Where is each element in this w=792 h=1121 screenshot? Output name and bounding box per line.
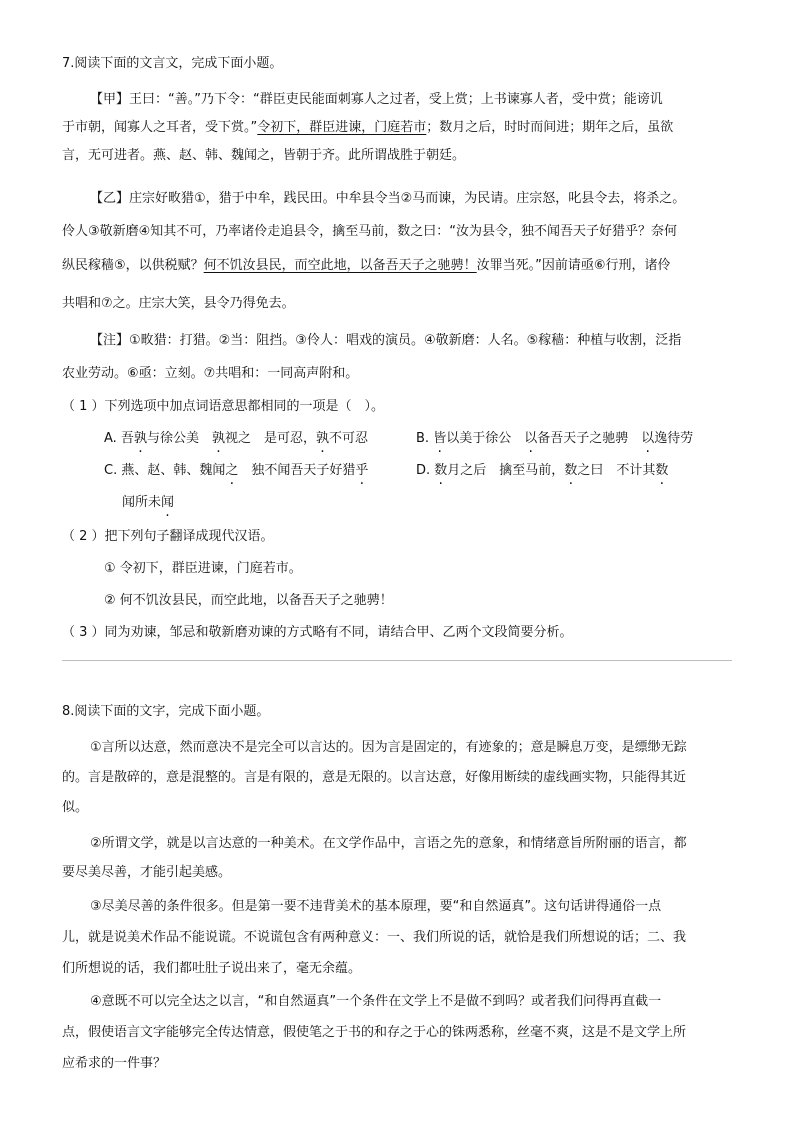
dotted-word: 数 xyxy=(434,463,448,478)
option-c-text: 闻所未 xyxy=(122,495,162,510)
section-divider xyxy=(62,660,732,661)
note-line-2: 农业劳动。⑥亟：立刻。⑦共唱和：一同高声附和。 xyxy=(62,366,359,381)
paragraph-4-line-1: ④意既不可以完全达之以言，“和自然逼真”一个条件在文学上不是做不到吗？或者我们问得再直截一 xyxy=(90,994,662,1009)
jia-line-1: 【甲】王曰：“善。”乃下令：“群臣吏民能面刺寡人之过者，受上赏；上书谏寡人者，受中赏；能谤讥 xyxy=(90,92,663,107)
question-8-title: 8.阅读下面的文字，完成下面小题。 xyxy=(62,704,270,719)
dotted-word: 以 xyxy=(524,431,538,446)
option-c-text: C. 燕、赵、韩、魏闻 xyxy=(104,463,226,478)
subquestion-3-stem: （ 3 ）同为劝谏，邹忌和敬新磨劝谏的方式略有不同，请结合甲、乙两个文段简要分析。 xyxy=(62,625,573,640)
question-7-title: 7.阅读下面的文言文，完成下面小题。 xyxy=(62,56,283,71)
translate-sentence-1: ① 令初下，群臣进谏，门庭若市。 xyxy=(104,561,302,576)
paragraph-3-line-3: 们所想说的话，我们都吐肚子说出来了，毫无余蕴。 xyxy=(62,961,362,976)
option-b-text: 逸待劳 xyxy=(654,431,694,446)
paragraph-1-line-2: 的。言是散碎的，意是混整的。言是有限的，意是无限的。以言达意，好像用断续的虚线画实物，只能得其近 xyxy=(62,770,687,785)
dotted-word: 之 xyxy=(225,463,239,478)
jia-line-2 xyxy=(62,119,673,137)
yi-line-2: 伶人③敬新磨④知其不可，乃率诸伶走追县令，擒至马前，数之曰：“汝为县令，独不闻吾天子好猎乎？奈何 xyxy=(62,224,678,239)
option-b-text: 以美于徐公 xyxy=(446,431,525,446)
jia-underlined-sentence: 令初下，群臣进谏，门庭若市 xyxy=(257,120,427,135)
option-c-continued xyxy=(122,494,174,512)
yi-line-4: 共唱和⑦之。庄宗大笑，县令乃得免去。 xyxy=(62,296,295,311)
paragraph-3-line-2: 儿，就是说美术作品不能说谎。不说谎包含有两种意义：一、我们所说的话，就恰是我们所想说的话；二、我 xyxy=(62,930,687,945)
dotted-word: 闻 xyxy=(161,495,175,510)
option-c-text: 独不闻吾天子好猎 xyxy=(238,463,356,478)
paragraph-3-line-1: ③尽美尽善的条件很多。但是第一要不违背美术的基本原理，要“和自然逼真”。这句话讲得通俗一点 xyxy=(90,899,662,914)
option-a-text: 不可忍 xyxy=(329,431,369,446)
paragraph-4-line-3: 应希求的一件事？ xyxy=(62,1056,167,1071)
option-d-text: 之曰 不计其 xyxy=(577,463,656,478)
subquestion-1-stem: （ 1 ）下列选项中加点词语意思都相同的一项是（ ）。 xyxy=(62,399,385,414)
paragraph-2-line-1: ②所谓文学，就是以言达意的一种美术。在文学作品中，言语之先的意象，和情绪意旨所附丽的语言，都 xyxy=(90,836,687,851)
yi-line-3-text: 纵民稼穑⑤，以供税赋？ xyxy=(62,258,204,273)
option-a-text: A. 吾 xyxy=(104,431,134,446)
dotted-word: 皆 xyxy=(433,431,447,446)
paragraph-2-line-2: 要尽美尽善，才能引起美感。 xyxy=(62,865,232,880)
option-c xyxy=(104,462,368,480)
jia-line-3: 言，无可进者。燕、赵、韩、魏闻之，皆朝于齐。此所谓战胜于朝廷。 xyxy=(62,148,466,163)
dotted-word: 孰 xyxy=(211,431,225,446)
dotted-word: 数 xyxy=(655,463,669,478)
paragraph-4-line-2: 点，假使语言文字能够完全传达情意，假使笔之于书的和存之于心的铢两悉称，丝毫不爽，这是不是文学上所 xyxy=(62,1025,687,1040)
option-a-text: 与徐公美 xyxy=(146,431,212,446)
dotted-word: 数 xyxy=(564,463,578,478)
option-b-text: B. xyxy=(416,431,434,446)
yi-underlined-sentence: 何不饥汝县民，而空此地，以备吾天子之驰骋！ xyxy=(203,258,477,273)
option-d-text: 月之后 擒至马前， xyxy=(447,463,565,478)
yi-line-3-rest: 汝罪当死。”因前请亟⑥行刑，诸伶 xyxy=(476,258,671,273)
dotted-word: 孰 xyxy=(316,431,330,446)
option-d-text: D. xyxy=(416,463,435,478)
jia-line-2-text: 于市朝，闻寡人之耳者，受下赏。” xyxy=(62,120,258,135)
dotted-word: 乎 xyxy=(355,463,369,478)
option-a-text: 视之 是可忍， xyxy=(224,431,316,446)
yi-line-3 xyxy=(62,257,671,275)
yi-line-1: 【乙】庄宗好畋猎①，猎于中牟，践民田。中牟县令当②马而谏，为民请。庄宗怒，叱县令去，将杀之。 xyxy=(90,191,686,206)
jia-line-2-rest: ；数月之后，时时而间进；期年之后，虽欲 xyxy=(426,120,674,135)
option-b-text: 备吾天子之驰骋 xyxy=(537,431,642,446)
dotted-word: 以 xyxy=(641,431,655,446)
option-d xyxy=(416,462,668,480)
paragraph-1-line-1: ①言所以达意，然而意决不是完全可以言达的。因为言是固定的，有迹象的；意是瞬息万变，是缥缈无踪 xyxy=(90,740,687,755)
option-a xyxy=(104,430,368,448)
dotted-word: 孰 xyxy=(133,431,147,446)
subquestion-2-stem: （ 2 ）把下列句子翻译成现代汉语。 xyxy=(62,529,274,544)
option-b xyxy=(416,430,693,448)
paragraph-1-line-3: 似。 xyxy=(62,800,89,815)
note-line-1: 【注】①畋猎：打猎。②当：阻挡。③伶人：唱戏的演员。④敬新磨：人名。⑤稼穑：种植与收割，泛指 xyxy=(90,333,682,348)
translate-sentence-2: ② 何不饥汝县民，而空此地，以备吾天子之驰骋！ xyxy=(104,593,393,608)
